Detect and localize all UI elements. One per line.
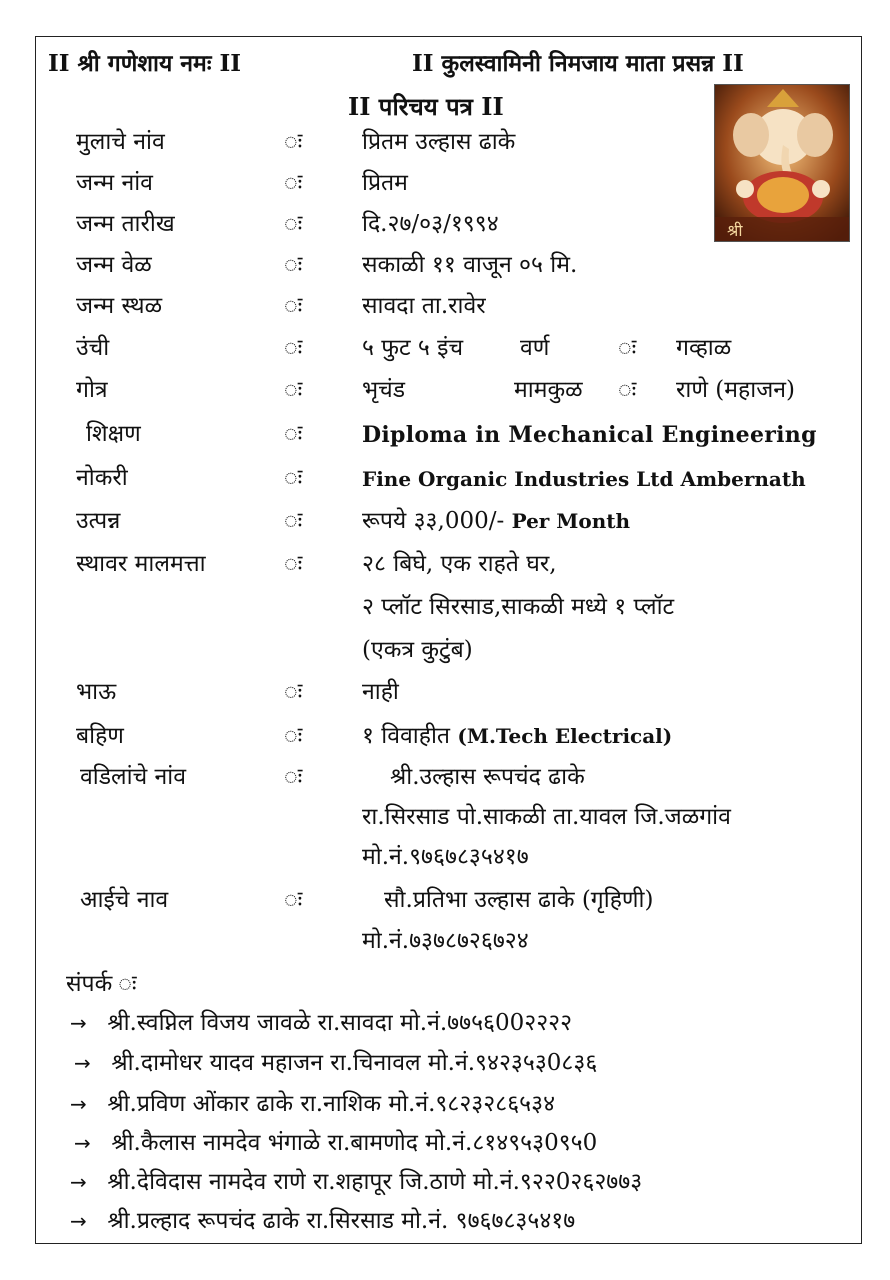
colon: ः (284, 551, 303, 577)
value-birth-time: सकाळी ११ वाजून ०५ मि. (362, 252, 578, 278)
colon: ः (284, 764, 303, 790)
value-height: ५ फुट ५ इंच (362, 335, 464, 361)
arrow-right-icon: → (70, 1011, 87, 1035)
colon: ः (284, 170, 303, 196)
value-income-suffix: Per Month (511, 509, 631, 533)
value-sister-suffix: (M.Tech Electrical) (457, 724, 673, 748)
value-gotra: भृचंड (362, 377, 406, 403)
label-sister: बहिण (76, 723, 124, 749)
contact-text: श्री.कैलास नामदेव भंगाळे रा.बामणोद मो.नं.८१४९५३0९५0 (111, 1130, 598, 1156)
value-sister: १ विवाहीत (362, 723, 451, 749)
label-height: उंची (76, 335, 110, 361)
arrow-right-icon: → (70, 1209, 87, 1233)
value-property-line-3: (एकत्र कुटुंब) (362, 637, 473, 663)
value-father-line-1: श्री.उल्हास रूपचंद ढाके (390, 764, 585, 790)
photo-caption: श्री (727, 221, 743, 240)
contact-text: श्री.प्रविण ओंकार ढाके रा.नाशिक मो.नं.९८२३२८६५३४ (107, 1091, 556, 1117)
value-property-line-2: २ प्लॉट सिरसाड,साकळी मध्ये १ प्लॉट (362, 594, 675, 620)
colon: ः (284, 377, 303, 403)
colon: ः (284, 508, 303, 534)
contact-text: श्री.स्वप्निल विजय जावळे रा.सावदा मो.नं.७७५६00२२२२ (107, 1010, 573, 1036)
colon: ः (284, 252, 303, 278)
arrow-right-icon: → (70, 1092, 87, 1116)
contact-heading: संपर्क ः (66, 971, 137, 997)
colon: ः (618, 377, 637, 403)
label-birth-name: जन्म नांव (76, 170, 153, 196)
arrow-right-icon: → (74, 1131, 91, 1155)
label-job: नोकरी (76, 465, 128, 491)
label-income: उत्पन्न (76, 508, 121, 534)
value-mother-line-1: सौ.प्रतिभा उल्हास ढाके (गृहिणी) (384, 887, 654, 913)
contact-item (70, 1171, 642, 1194)
value-birth-name: प्रितम (362, 170, 408, 196)
label-education: शिक्षण (86, 421, 141, 447)
colon: ः (284, 211, 303, 237)
ganesha-image (714, 84, 850, 242)
value-mother-line-2: मो.नं.७३७८७२६७२४ (362, 928, 529, 954)
colon: ः (284, 679, 303, 705)
colon: ः (284, 129, 303, 155)
page-title: II परिचय पत्र II (348, 92, 504, 121)
colon: ः (284, 887, 303, 913)
colon: ः (618, 335, 637, 361)
arrow-right-icon: → (70, 1170, 87, 1194)
contact-text: श्री.प्रल्हाद रूपचंद ढाके रा.सिरसाड मो.नं. ९७६७८३५४१७ (107, 1208, 576, 1234)
colon: ः (284, 335, 303, 361)
header-left-invocation: II श्री गणेशाय नमः II (48, 50, 241, 77)
label-gotra: गोत्र (76, 377, 108, 403)
label-brother: भाऊ (76, 679, 117, 705)
ganesha-picture (715, 85, 850, 242)
colon: ः (284, 421, 303, 447)
label-birth-time: जन्म वेळ (76, 252, 152, 278)
label-birth-place: जन्म स्थळ (76, 293, 163, 319)
contact-item (70, 1210, 575, 1233)
header-right-invocation: II कुलस्वामिनी निमजाय माता प्रसन्न II (412, 50, 744, 77)
label-mamkul: मामकुळ (514, 377, 583, 403)
value-property-line-1: २८ बिघे, एक राहते घर, (362, 551, 557, 577)
colon: ः (284, 293, 303, 319)
label-name: मुलाचे नांव (76, 129, 165, 155)
value-mamkul: राणे (महाजन) (676, 377, 796, 403)
label-father: वडिलांचे नांव (80, 764, 187, 790)
colon: ः (284, 723, 303, 749)
value-name: प्रितम उल्हास ढाके (362, 129, 516, 155)
value-birth-place: सावदा ता.रावेर (362, 293, 486, 319)
contact-item (70, 1012, 572, 1035)
value-income: रूपये ३३,000/- (362, 508, 505, 534)
value-job: Fine Organic Industries Ltd Ambernath (362, 467, 806, 491)
value-complexion: गव्हाळ (676, 335, 732, 361)
contact-item (70, 1093, 555, 1116)
contact-text: श्री.देविदास नामदेव राणे रा.शहापूर जि.ठाणे मो.नं.९२२0२६२७७३ (107, 1169, 643, 1195)
value-father-line-2: रा.सिरसाड पो.साकळी ता.यावल जि.जळगांव (362, 804, 731, 830)
contact-item (74, 1052, 597, 1075)
value-education: Diploma in Mechanical Engineering (362, 422, 817, 448)
colon: ः (284, 465, 303, 491)
contact-item (74, 1132, 597, 1155)
contact-text: श्री.दामोधर यादव महाजन रा.चिनावल मो.नं.९४२३५३0८३६ (111, 1050, 598, 1076)
label-mother: आईचे नाव (80, 887, 169, 913)
value-dob: दि.२७/०३/१९९४ (362, 211, 499, 237)
value-brother: नाही (362, 679, 399, 705)
label-complexion: वर्ण (520, 335, 550, 361)
arrow-right-icon: → (74, 1051, 91, 1075)
value-father-line-3: मो.नं.९७६७८३५४१७ (362, 844, 529, 870)
label-property: स्थावर मालमत्ता (76, 551, 206, 577)
label-dob: जन्म तारीख (76, 211, 175, 237)
